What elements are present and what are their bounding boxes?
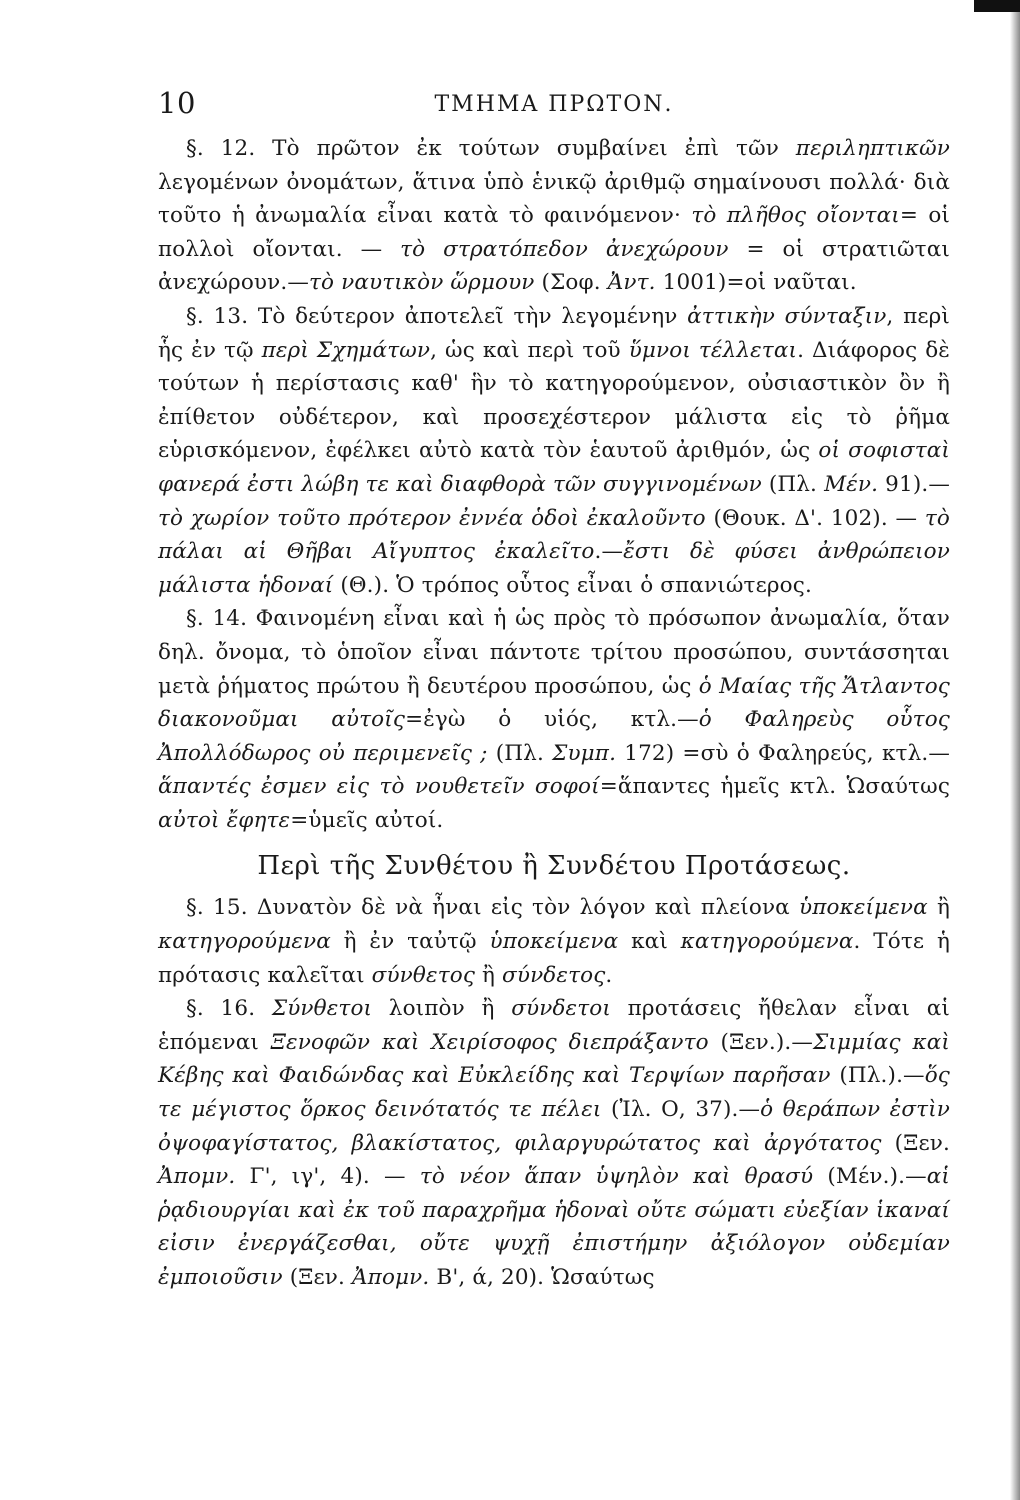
text-run: = οἱ πολλοὶ οἴονται. — xyxy=(158,203,951,262)
running-head: ΤΜΗΜΑ ΠΡΩΤΟΝ. xyxy=(434,92,674,117)
book-page xyxy=(158,86,950,1295)
text-run: Τὸ πρῶτον ἐκ τούτων συμβαίνει ἐπὶ τῶν xyxy=(255,136,796,161)
paragraph xyxy=(158,602,950,837)
italic-phrase: ὑποκείμενα xyxy=(799,895,928,921)
page-header xyxy=(158,86,950,132)
section-number: §. 16. xyxy=(186,996,256,1022)
paragraph xyxy=(158,132,950,300)
italic-phrase: τὸ νέον ἅπαν ὑψηλὸν καὶ θρασύ xyxy=(419,1164,814,1190)
italic-phrase: αἱ ῥᾳδιουργίαι καὶ ἐκ τοῦ παραχρῆμα ἡδοναὶ οὔτε σώματι εὐεξίαν ἱκαναί εἰσιν ἐνεργάζεσθαι, οὔτε ψυχῇ ἐπιστήμην ἀξιόλογον οὐδεμίαν ἐμποιοῦσιν xyxy=(158,1164,950,1290)
text-run: λοιπὸν ἢ xyxy=(372,996,512,1022)
italic-phrase: Ἀντ. xyxy=(607,270,656,296)
italic-phrase: ὁ θεράπων ἐστὶν ὀψοφαγίστατος, βλακίστατος, φιλαργυρώτατος καὶ ἀργότατος xyxy=(158,1097,950,1156)
text-run: , ὡς καὶ περὶ τοῦ xyxy=(430,337,629,363)
italic-phrase: ὁ Φαληρεὺς οὗτος Ἀπολλόδωρος οὐ περιμενεῖς ; xyxy=(158,707,950,766)
text-run: (Ξεν.).— xyxy=(708,1029,814,1055)
italic-phrase: σύνδετοι xyxy=(511,996,611,1022)
italic-phrase: ὁ Μαίας τῆς Ἄτλαντος διακονοῦμαι αὐτοῖς xyxy=(158,673,950,733)
italic-phrase: τὸ στρατόπεδον ἀνεχώρουν xyxy=(400,236,729,262)
text-run: Τὸ δεύτερον ἀποτελεῖ τὴν λεγομένην xyxy=(248,303,688,329)
text-run: (Θ.). Ὁ τρόπος οὗτος εἶναι ὁ σπανιώτερος. xyxy=(333,572,812,598)
text-run: . Διάφορος δὲ τούτων ἡ περίστασις καθ' ἣν τὸ κατηγορούμενον, οὐσιαστικὸν ὂν ἢ ἐπίθετον οὐδέτερον, καὶ προσεχέστερον μάλιστα εἰς τὸ ῥῆμα εὑρισκόμενον, ἐφέλκει αὐτὸ κατὰ τὸν ἑαυτοῦ ἀριθμόν, ὡς xyxy=(158,337,950,464)
text-run: Β', ά, 20). Ὡσαύτως xyxy=(429,1265,655,1290)
text-run: . Τότε ἡ πρότασις καλεῖται xyxy=(158,929,950,988)
scan-corner-mark xyxy=(974,0,1020,12)
text-run: .— xyxy=(594,539,624,565)
text-run: λεγομένων ὀνομάτων, ἅτινα ὑπὸ ἑνικῷ ἀριθμῷ σημαίνουσι πολλά· διὰ τοῦτο ἡ ἀνωμαλία εἶναι κατὰ τὸ φαινόμενον· xyxy=(158,169,950,229)
paragraph xyxy=(158,891,950,992)
text-run: 172) =σὺ ὁ Φαληρεύς, κτλ.— xyxy=(616,740,950,766)
italic-phrase: Σύνθετοι xyxy=(271,996,373,1022)
italic-phrase: σύνθετος xyxy=(371,962,476,988)
text-run: (Μέν.).— xyxy=(813,1164,927,1190)
italic-phrase: τὸ πλῆθος οἴονται xyxy=(691,203,900,229)
italic-phrase: σύνδετος xyxy=(502,962,606,988)
text-run: ἢ xyxy=(927,895,951,921)
text-run: (Πλ. xyxy=(761,471,825,497)
paragraph xyxy=(158,992,950,1294)
paragraph xyxy=(158,300,950,602)
section-number: §. 12. xyxy=(186,136,256,161)
paragraphs-block-1 xyxy=(158,132,950,837)
section-number: §. 15. xyxy=(186,895,248,921)
italic-phrase: ἔστι δὲ φύσει ἀνθρώπειον μάλιστα ἡδοναί xyxy=(158,539,950,598)
text-run: (Θουκ. Δ'. 102). — xyxy=(705,505,925,531)
section-heading: Περὶ τῆς Συνθέτου ἢ Συνδέτου Προτάσεως. xyxy=(257,851,851,882)
italic-phrase: περὶ Σχημάτων xyxy=(261,337,431,363)
text-run: Φαινομένη εἶναι καὶ ἡ ὡς πρὸς τὸ πρόσωπον ἀνωμαλία, ὅταν δηλ. ὄνομα, τὸ ὁποῖον εἶναι πάντοτε τρίτου προσώπου, συντάσσηται μετὰ ῥήματος πρώτου ἢ δευτέρου προσώπου, ὡς xyxy=(158,606,950,699)
text-run: =ἅπαντες ἡμεῖς κτλ. Ὡσαύτως xyxy=(599,774,951,800)
italic-phrase: οἱ σοφισταὶ φανερά ἐστι λώβη τε καὶ διαφθορὰ τῶν συγγινομένων xyxy=(158,438,950,497)
italic-phrase: αὐτοὶ ἔφητε xyxy=(158,807,291,833)
body-text xyxy=(158,132,950,1295)
text-run: (Ξεν. xyxy=(282,1265,352,1290)
page-edge-shadow xyxy=(1010,0,1020,1500)
text-run: =ἐγὼ ὁ υἱός, κτλ.— xyxy=(405,707,699,733)
italic-phrase: ἅπαντές ἐσμεν εἰς τὸ νουθετεῖν σοφοί xyxy=(158,774,600,800)
italic-phrase: κατηγορούμενα xyxy=(680,929,854,955)
italic-phrase: Συμπ. xyxy=(552,740,617,766)
italic-phrase: κατηγορούμενα xyxy=(158,929,331,955)
text-run: (Πλ.).— xyxy=(830,1063,925,1089)
italic-phrase: περιληπτικῶν xyxy=(795,136,950,161)
text-run: (Πλ. xyxy=(487,740,553,766)
text-run: (Ἰλ. Ο, 37).— xyxy=(601,1097,761,1123)
text-run: καὶ xyxy=(618,929,681,955)
italic-phrase: ὅς τε μέγιστος ὅρκος δεινότατός τε πέλει xyxy=(158,1063,950,1123)
text-run: 1001)=οἱ ναῦται. xyxy=(655,270,857,296)
section-number: §. 13. xyxy=(186,303,249,329)
page-number: 10 xyxy=(158,86,196,120)
text-run: , περὶ ἧς ἐν τῷ xyxy=(158,303,951,363)
text-run: Γ', ιγ', 4). — xyxy=(235,1164,420,1190)
italic-phrase: Ἀπομν. xyxy=(158,1164,236,1190)
italic-phrase: ἀττικὴν σύνταξιν xyxy=(687,303,887,329)
text-run: . xyxy=(605,962,613,988)
text-run: =ὑμεῖς αὐτοί. xyxy=(290,807,444,833)
italic-phrase: Μέν. xyxy=(824,471,879,497)
italic-phrase: Σιμμίας καὶ Κέβης καὶ Φαιδώνδας καὶ Εὐκλείδης καὶ Τερψίων παρῆσαν xyxy=(158,1029,950,1089)
text-run: Δυνατὸν δὲ νὰ ἦναι εἰς τὸν λόγον καὶ πλείονα xyxy=(247,895,799,921)
paragraphs-block-2 xyxy=(158,891,950,1294)
text-run: (Ξεν. xyxy=(881,1130,950,1156)
text-run: ἢ xyxy=(475,962,503,988)
italic-phrase: τὸ χωρίον τοῦτο πρότερον ἐννέα ὁδοὶ ἐκαλοῦντο xyxy=(158,505,706,531)
text-run: = οἱ στρατιῶται ἀνεχώρουν.— xyxy=(158,236,950,296)
italic-phrase: ὑποκείμενα xyxy=(489,929,619,955)
text-run: ἢ ἐν ταὐτῷ xyxy=(330,929,490,955)
text-run: προτάσεις ἤθελαν εἶναι αἱ ἑπόμεναι xyxy=(158,996,951,1055)
italic-phrase: ὕμνοι τέλλεται xyxy=(628,337,798,363)
text-run: (Σοφ. xyxy=(534,270,608,296)
text-run: 91).— xyxy=(878,471,950,497)
italic-phrase: Ξενοφῶν καὶ Χειρίσοφος διεπράξαντο xyxy=(270,1029,709,1055)
italic-phrase: τὸ ναυτικὸν ὥρμουν xyxy=(309,270,535,296)
italic-phrase: Ἀπομν. xyxy=(352,1265,430,1290)
text-run xyxy=(255,996,272,1021)
italic-phrase: τὸ πάλαι αἱ Θῆβαι Αἴγυπτος ἐκαλεῖτο xyxy=(158,505,950,565)
section-number: §. 14. xyxy=(186,606,248,632)
